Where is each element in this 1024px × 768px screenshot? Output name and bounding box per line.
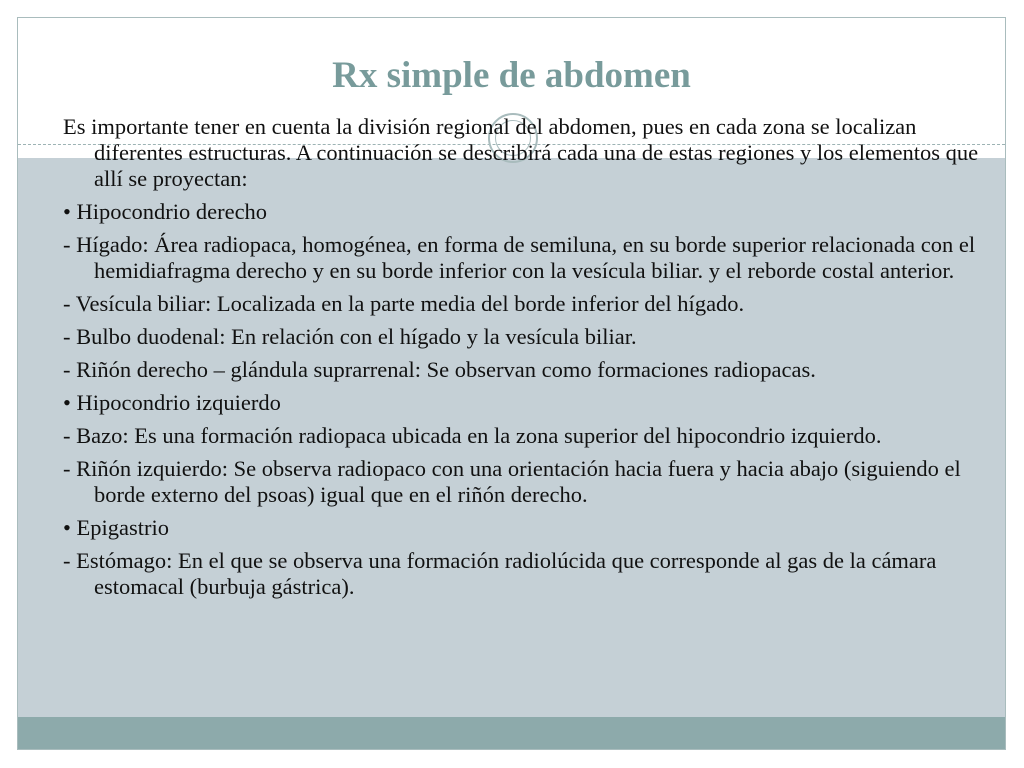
paragraph-intro: Es importante tener en cuenta la división regional del abdomen, pues en cada zona se localizan diferentes estructuras. A continuación se describirá cada una de estas regiones y los elementos que allí se proyectan: xyxy=(63,114,979,191)
item-bulbo-duodenal: - Bulbo duodenal: En relación con el hígado y la vesícula biliar. xyxy=(63,324,637,349)
slide xyxy=(17,17,1006,750)
bullet-epigastrio: • Epigastrio xyxy=(63,515,169,540)
slide-title: Rx simple de abdomen xyxy=(332,55,691,96)
bullet-hipocondrio-izquierdo: • Hipocondrio izquierdo xyxy=(63,390,281,415)
item-estomago: - Estómago: En el que se observa una formación radiolúcida que corresponde al gas de la cámara estomacal (burbuja gástrica). xyxy=(63,548,937,599)
item-rinon-izquierdo: - Riñón izquierdo: Se observa radiopaco con una orientación hacia fuera y hacia abajo (siguiendo el borde externo del psoas) igual que en el riñón derecho. xyxy=(63,456,961,507)
item-higado: - Hígado: Área radiopaca, homogénea, en forma de semiluna, en su borde superior relacionada con el hemidiafragma derecho y en su borde inferior con la vesícula biliar. y el reborde costal anterior. xyxy=(63,232,976,283)
item-vesicula-biliar: - Vesícula biliar: Localizada en la parte media del borde inferior del hígado. xyxy=(63,291,745,316)
bullet-hipocondrio-derecho: • Hipocondrio derecho xyxy=(63,199,268,224)
item-rinon-derecho: - Riñón derecho – glándula suprarrenal: Se observan como formaciones radiopacas. xyxy=(63,357,816,382)
slide-body xyxy=(63,114,993,607)
footer-band xyxy=(18,717,1005,750)
item-bazo: - Bazo: Es una formación radiopaca ubicada en la zona superior del hipocondrio izquierdo. xyxy=(63,423,882,448)
